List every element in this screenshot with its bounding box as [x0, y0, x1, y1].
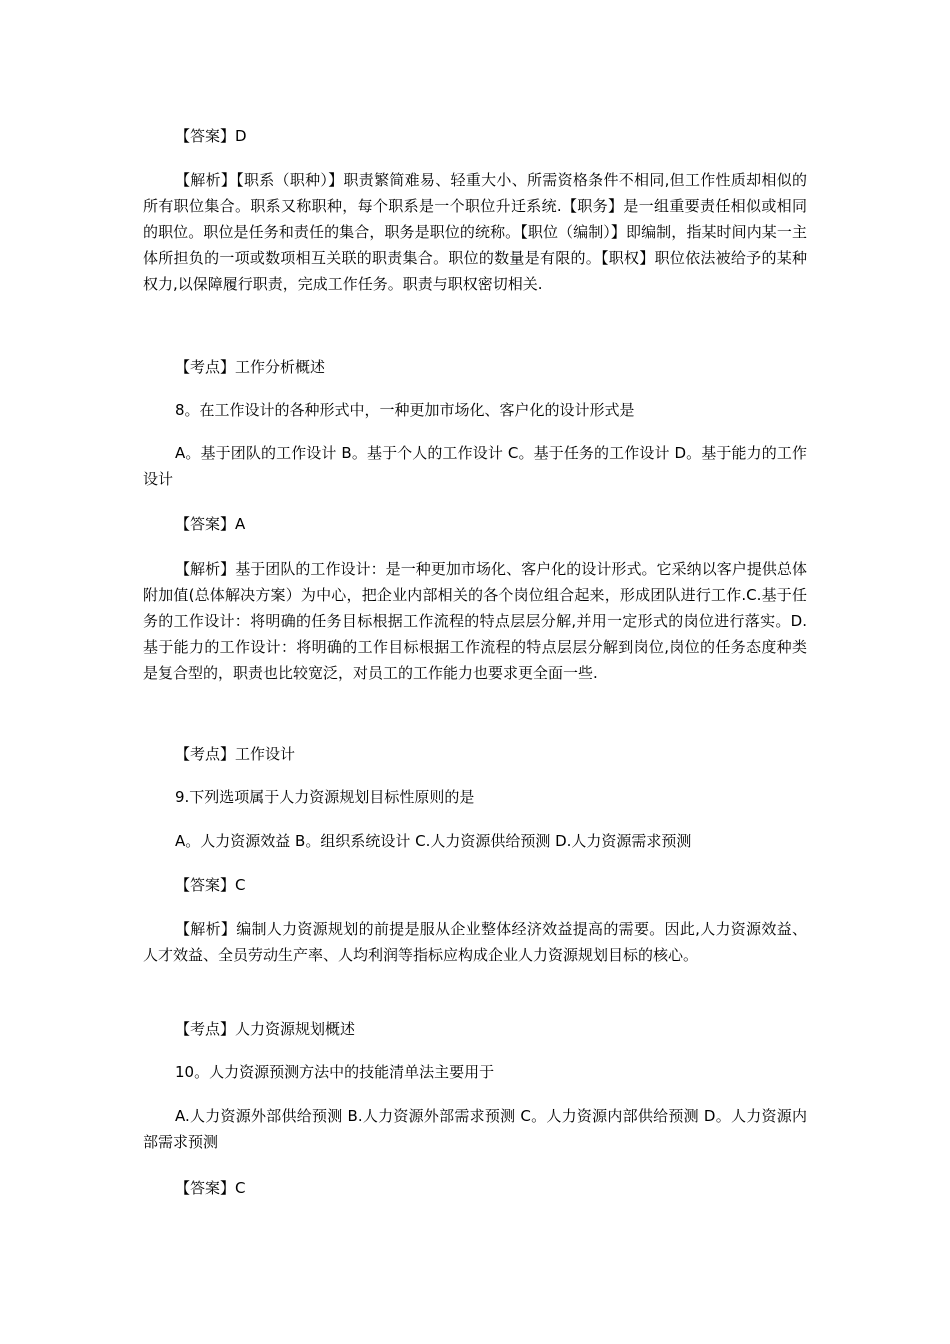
question-9-options: A。人力资源效益 B。组织系统设计 C.人力资源供给预测 D.人力资源需求预测	[175, 832, 692, 850]
answer-line: 【答案】C	[175, 876, 246, 894]
question-9: 9.下列选项属于人力资源规划目标性原则的是	[175, 788, 475, 806]
answer-line: 【答案】D	[175, 127, 247, 145]
answer-line: 【答案】A	[175, 515, 246, 533]
topic-line: 【考点】工作分析概述	[175, 358, 326, 376]
question-10-options: A.人力资源外部供给预测 B.人力资源外部需求预测 C。人力资源内部供给预测 D。人力资源内部需求预测	[143, 1107, 808, 1151]
question-10: 10。人力资源预测方法中的技能清单法主要用于	[175, 1063, 495, 1081]
explanation-paragraph: 【解析】【职系（职种）】职责繁简难易、轻重大小、所需资格条件不相同,但工作性质却相似的所有职位集合。职系又称职种，每个职系是一个职位升迁系统.【职务】是一组重要责任相似或相同的职位。职位是任务和责任的集合，职务是职位的统称。【职位（编制）】即编制，指某时间内某一主体所担负的一项或数项相互关联的职责集合。职位的数量是有限的。【职权】职位依法被给予的某种权力,以保障履行职责，完成工作任务。职责与职权密切相关.	[143, 171, 807, 293]
explanation-paragraph: 【解析】编制人力资源规划的前提是服从企业整体经济效益提高的需要。因此,人力资源效益、人才效益、全员劳动生产率、人均利润等指标应构成企业人力资源规划目标的核心。	[143, 920, 807, 964]
topic-line: 【考点】人力资源规划概述	[175, 1020, 356, 1038]
question-8: 8。在工作设计的各种形式中，一种更加市场化、客户化的设计形式是	[175, 401, 635, 419]
answer-line: 【答案】C	[175, 1179, 246, 1197]
topic-line: 【考点】工作设计	[175, 745, 296, 763]
explanation-paragraph: 【解析】基于团队的工作设计：是一种更加市场化、客户化的设计形式。它采纳以客户提供总体附加值(总体解决方案）为中心，把企业内部相关的各个岗位组合起来，形成团队进行工作.C.基于任务的工作设计：将明确的任务目标根据工作流程的特点层层分解,并用一定形式的岗位进行落实。D.基于能力的工作设计：将明确的工作目标根据工作流程的特点层层分解到岗位,岗位的任务态度种类是复合型的，职责也比较宽泛，对员工的工作能力也要求更全面一些.	[143, 560, 807, 682]
question-8-options: A。基于团队的工作设计 B。基于个人的工作设计 C。基于任务的工作设计 D。基于能力的工作设计	[143, 444, 807, 488]
